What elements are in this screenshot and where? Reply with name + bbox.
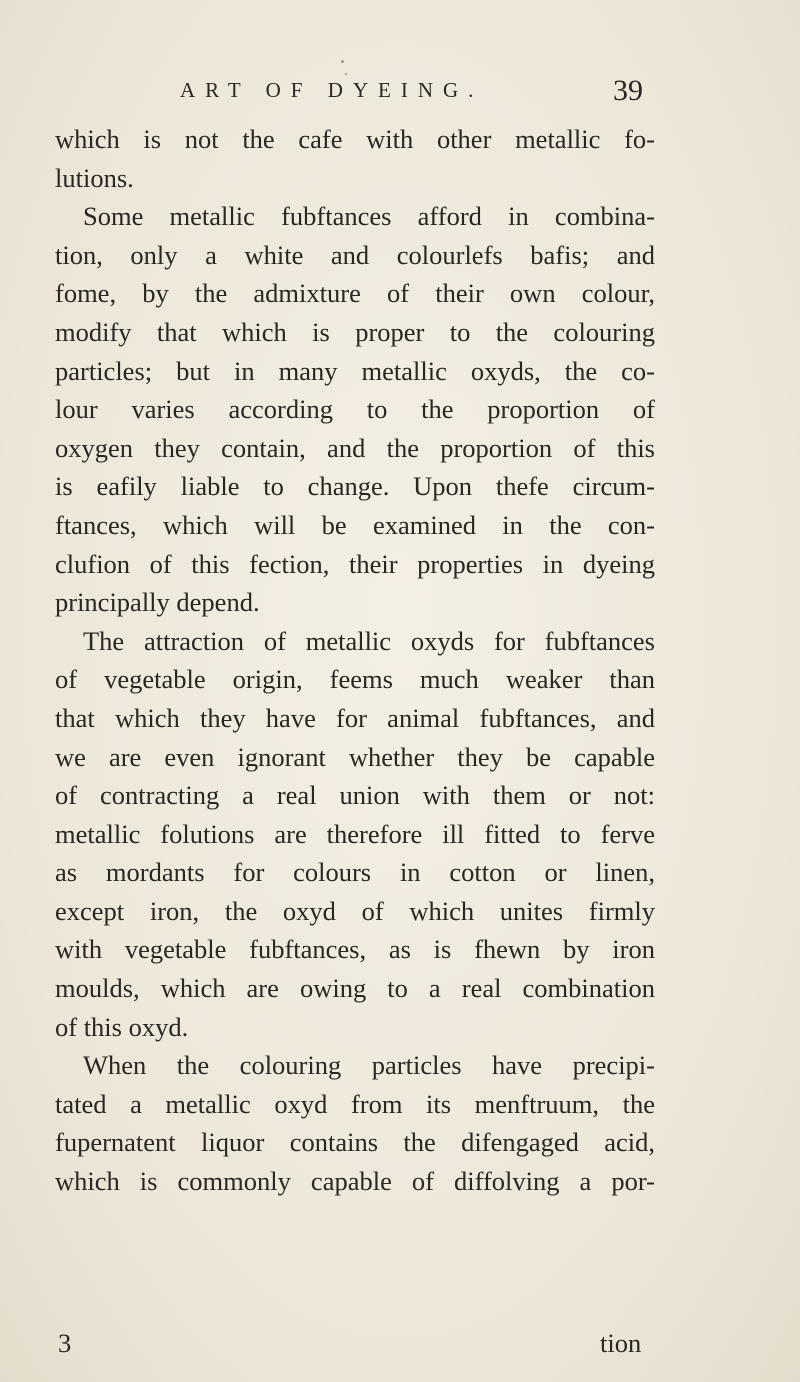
text-line: moulds, which are owing to a real combination (55, 973, 655, 1004)
text-line: which is not the cafe with other metallic fo- (55, 124, 655, 154)
text-line: which is commonly capable of diffolving a por- (55, 1166, 655, 1197)
text-line: particles; but in many metallic oxyds, the co- (55, 355, 655, 386)
page-number: 39 (613, 74, 643, 107)
text-line: of vegetable origin, feems much weaker than (55, 664, 655, 695)
text-line: that which they have for animal fubftances, and (55, 702, 655, 733)
text-line: as mordants for colours in cotton or linen, (55, 857, 655, 888)
text-line: fupernatent liquor contains the difengaged acid, (55, 1127, 655, 1158)
text-line: The attraction of metallic oxyds for fubftances (83, 625, 655, 656)
text-line: tion, only a white and colourlefs bafis; and (55, 239, 655, 270)
text-line: ftances, which will be examined in the con- (55, 509, 655, 540)
text-line: lour varies according to the proportion of (55, 394, 655, 425)
text-line: of contracting a real union with them or not: (55, 780, 655, 811)
text-line: we are even ignorant whether they be capable (55, 741, 655, 772)
text-line: clufion of this fection, their properties in dyeing (55, 548, 655, 579)
text-line: fome, by the admixture of their own colour, (55, 278, 655, 309)
catchword: tion (600, 1328, 642, 1358)
page-footer (0, 1328, 800, 1368)
text-line: principally depend. (55, 587, 260, 618)
text-line: oxygen they contain, and the proportion of this (55, 432, 655, 463)
text-line: lutions. (55, 162, 134, 193)
running-title: ART OF DYEING. (180, 78, 484, 102)
text-line: modify that which is proper to the colouring (55, 316, 655, 347)
text-line: is eafily liable to change. Upon thefe circum- (55, 471, 655, 502)
text-line: When the colouring particles have precipi- (83, 1050, 655, 1081)
text-line: with vegetable fubftances, as is fhewn by iron (55, 934, 655, 965)
signature-mark: 3 (58, 1328, 72, 1358)
paper-speck (341, 60, 344, 63)
body-text (55, 120, 655, 1201)
paper-speck (345, 73, 347, 75)
text-line: of this oxyd. (55, 1011, 189, 1042)
text-line: Some metallic fubftances afford in combina- (83, 201, 655, 232)
text-line: metallic folutions are therefore ill fitted to ferve (55, 818, 655, 849)
text-line: tated a metallic oxyd from its menftruum, the (55, 1088, 655, 1119)
text-line: except iron, the oxyd of which unites firmly (55, 895, 655, 926)
